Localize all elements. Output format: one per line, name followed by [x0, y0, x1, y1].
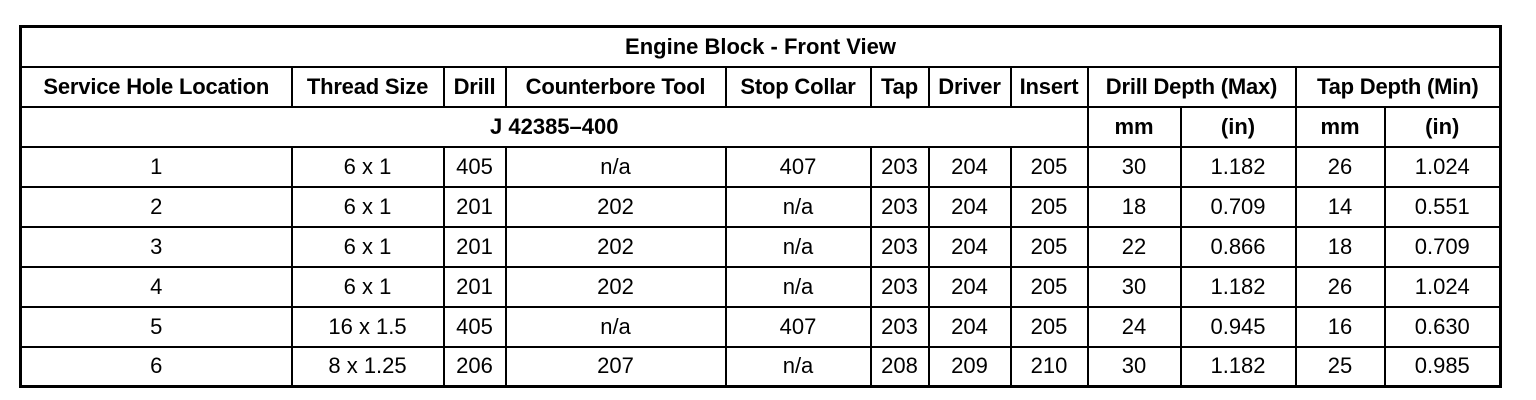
table-row — [21, 187, 1501, 227]
cell-thread-size: 16 x 1.5 — [292, 307, 444, 347]
table-row — [21, 347, 1501, 387]
header-drill: Drill — [444, 67, 506, 107]
cell-driver: 204 — [929, 147, 1011, 187]
unit-drill-in: (in) — [1181, 107, 1296, 147]
cell-location: 5 — [21, 307, 292, 347]
table-row — [21, 307, 1501, 347]
cell-drill: 405 — [444, 307, 506, 347]
header-service-hole-location: Service Hole Location — [21, 67, 292, 107]
header-counterbore-tool: Counterbore Tool — [506, 67, 726, 107]
cell-tap-depth-mm: 26 — [1296, 147, 1385, 187]
cell-tap: 203 — [871, 147, 929, 187]
cell-location: 6 — [21, 347, 292, 387]
cell-drill-depth-in: 0.866 — [1181, 227, 1296, 267]
cell-drill-depth-mm: 30 — [1088, 347, 1181, 387]
cell-thread-size: 6 x 1 — [292, 147, 444, 187]
cell-tap-depth-mm: 26 — [1296, 267, 1385, 307]
table-row — [21, 147, 1501, 187]
cell-drill: 206 — [444, 347, 506, 387]
cell-drill: 405 — [444, 147, 506, 187]
table-row — [21, 267, 1501, 307]
cell-counterbore: n/a — [506, 147, 726, 187]
cell-tap: 203 — [871, 187, 929, 227]
cell-counterbore: 202 — [506, 187, 726, 227]
cell-drill-depth-mm: 24 — [1088, 307, 1181, 347]
cell-drill: 201 — [444, 227, 506, 267]
cell-thread-size: 8 x 1.25 — [292, 347, 444, 387]
cell-location: 4 — [21, 267, 292, 307]
cell-drill: 201 — [444, 187, 506, 227]
cell-tap: 203 — [871, 307, 929, 347]
cell-insert: 205 — [1011, 187, 1088, 227]
cell-tap-depth-in: 1.024 — [1385, 267, 1501, 307]
cell-tap-depth-in: 0.709 — [1385, 227, 1501, 267]
cell-counterbore: 207 — [506, 347, 726, 387]
cell-tap-depth-in: 0.630 — [1385, 307, 1501, 347]
cell-tap-depth-mm: 16 — [1296, 307, 1385, 347]
cell-drill-depth-in: 0.709 — [1181, 187, 1296, 227]
cell-tap-depth-mm: 14 — [1296, 187, 1385, 227]
cell-drill-depth-in: 1.182 — [1181, 347, 1296, 387]
cell-driver: 204 — [929, 267, 1011, 307]
cell-insert: 205 — [1011, 307, 1088, 347]
unit-drill-mm: mm — [1088, 107, 1181, 147]
cell-counterbore: 202 — [506, 227, 726, 267]
cell-insert: 205 — [1011, 267, 1088, 307]
cell-driver: 204 — [929, 187, 1011, 227]
cell-counterbore: n/a — [506, 307, 726, 347]
header-insert: Insert — [1011, 67, 1088, 107]
unit-tap-in: (in) — [1385, 107, 1501, 147]
cell-driver: 209 — [929, 347, 1011, 387]
cell-insert: 205 — [1011, 227, 1088, 267]
cell-location: 3 — [21, 227, 292, 267]
cell-drill-depth-in: 0.945 — [1181, 307, 1296, 347]
cell-insert: 205 — [1011, 147, 1088, 187]
cell-stop-collar: n/a — [726, 347, 871, 387]
cell-tap-depth-in: 0.551 — [1385, 187, 1501, 227]
cell-location: 2 — [21, 187, 292, 227]
unit-tap-mm: mm — [1296, 107, 1385, 147]
cell-tap-depth-mm: 18 — [1296, 227, 1385, 267]
cell-drill-depth-mm: 30 — [1088, 147, 1181, 187]
kit-number: J 42385–400 — [21, 107, 1088, 147]
header-tap-depth: Tap Depth (Min) — [1296, 67, 1501, 107]
cell-drill-depth-mm: 22 — [1088, 227, 1181, 267]
cell-drill: 201 — [444, 267, 506, 307]
cell-drill-depth-in: 1.182 — [1181, 147, 1296, 187]
cell-tap-depth-in: 0.985 — [1385, 347, 1501, 387]
cell-drill-depth-in: 1.182 — [1181, 267, 1296, 307]
cell-insert: 210 — [1011, 347, 1088, 387]
cell-drill-depth-mm: 18 — [1088, 187, 1181, 227]
cell-tap-depth-in: 1.024 — [1385, 147, 1501, 187]
cell-tap: 203 — [871, 227, 929, 267]
cell-location: 1 — [21, 147, 292, 187]
cell-thread-size: 6 x 1 — [292, 227, 444, 267]
header-driver: Driver — [929, 67, 1011, 107]
engine-block-spec-table — [19, 25, 1502, 388]
cell-thread-size: 6 x 1 — [292, 267, 444, 307]
cell-stop-collar: n/a — [726, 227, 871, 267]
cell-tap-depth-mm: 25 — [1296, 347, 1385, 387]
header-tap: Tap — [871, 67, 929, 107]
header-drill-depth: Drill Depth (Max) — [1088, 67, 1296, 107]
cell-driver: 204 — [929, 227, 1011, 267]
cell-driver: 204 — [929, 307, 1011, 347]
cell-tap: 203 — [871, 267, 929, 307]
cell-thread-size: 6 x 1 — [292, 187, 444, 227]
table-row — [21, 227, 1501, 267]
cell-tap: 208 — [871, 347, 929, 387]
header-stop-collar: Stop Collar — [726, 67, 871, 107]
cell-stop-collar: n/a — [726, 267, 871, 307]
cell-drill-depth-mm: 30 — [1088, 267, 1181, 307]
cell-stop-collar: 407 — [726, 307, 871, 347]
header-thread-size: Thread Size — [292, 67, 444, 107]
cell-stop-collar: n/a — [726, 187, 871, 227]
cell-stop-collar: 407 — [726, 147, 871, 187]
cell-counterbore: 202 — [506, 267, 726, 307]
table-title: Engine Block - Front View — [21, 27, 1501, 67]
